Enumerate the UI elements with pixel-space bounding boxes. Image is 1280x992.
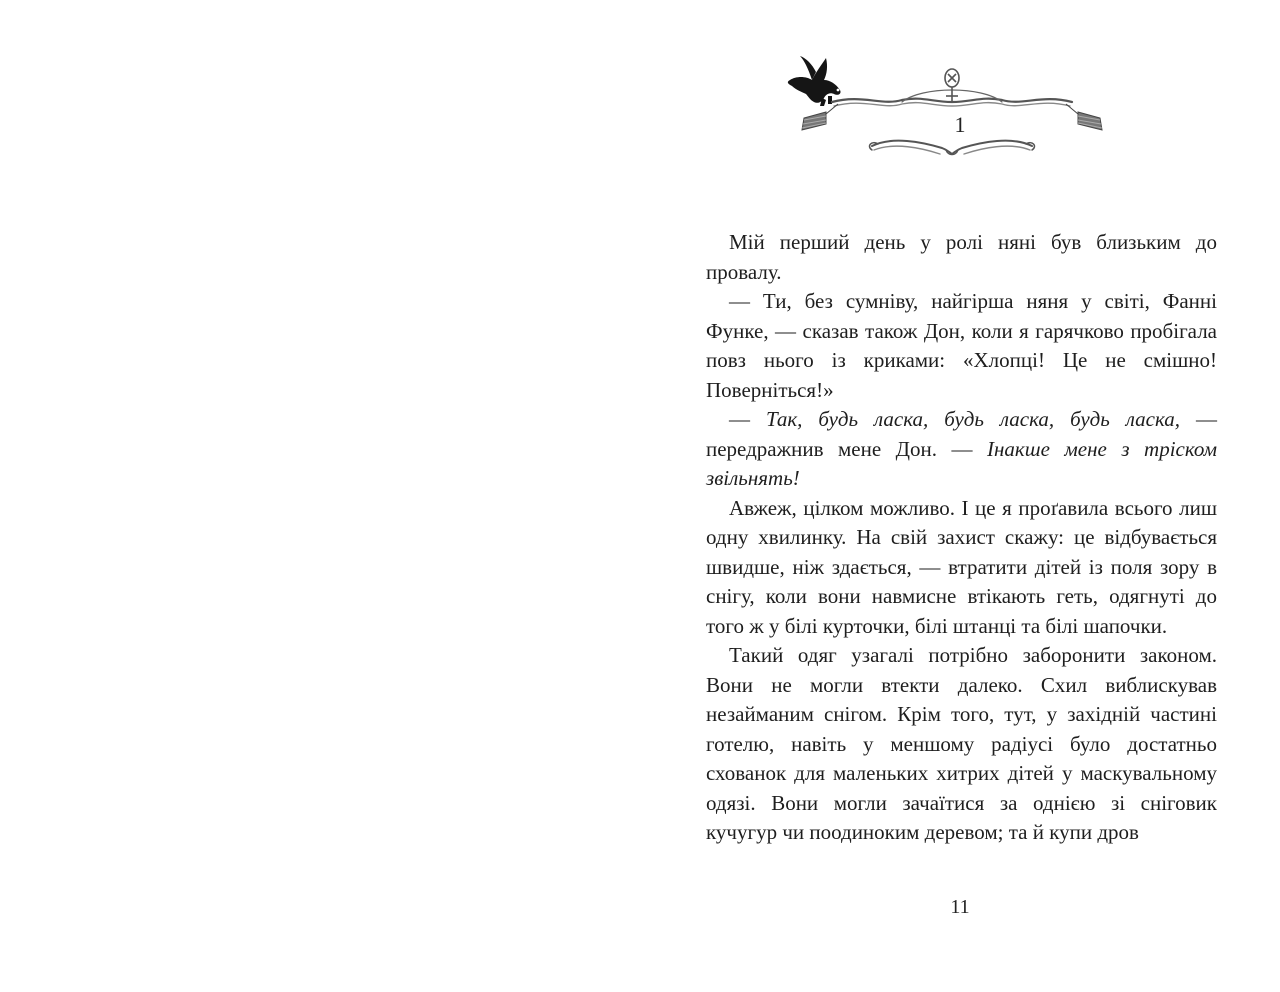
text-run: — Ти, без сумніву, найгірша няня у світі, Фанні Функе, — сказав також Дон, коли я гарячково пробігала повз нього із криками: «Хлопці! Це не смішно! Поверніться!»: [706, 289, 1217, 402]
paragraph: [706, 641, 1217, 848]
chapter-body-text: [706, 228, 1217, 848]
italic-text: Так, будь ласка, будь ласка, будь ласка,: [765, 407, 1181, 431]
text-run: —: [729, 407, 766, 431]
finial-decoration: [945, 69, 959, 102]
chapter-number: 1: [954, 112, 966, 137]
paragraph: [706, 228, 1217, 287]
chapter-ornament: [782, 50, 1122, 170]
right-tassel-decoration: [1066, 104, 1102, 130]
paragraph: [706, 287, 1217, 405]
text-run: — передражнив мене Дон. —: [706, 407, 1217, 461]
paragraph: [706, 405, 1217, 494]
text-run: Авжеж, цілком можливо. І це я проґавила всього лиш одну хвилинку. На свій захист скажу: це відбувається швидше, ніж здається, — втратити дітей із поля зору в снігу, коли вони навмисне втікають геть, одягнуті до того ж у білі курточки, білі штанці та білі шапочки.: [706, 495, 1217, 638]
paragraph: [706, 494, 1217, 642]
lower-flourish-decoration: [870, 141, 1035, 155]
italic-text: Інакше мене з тріском звільнять!: [706, 436, 1217, 490]
text-run: Мій перший день у ролі няні був близьким до провалу.: [706, 230, 1217, 284]
right-page: [640, 0, 1280, 992]
raven-icon: [788, 56, 841, 106]
left-tassel-decoration: [802, 104, 838, 130]
text-run: Такий одяг узагалі потрібно заборонити законом. Вони не могли втекти далеко. Схил виблискував незайманим снігом. Крім того, тут, у західній частині готелю, навіть у меншому радіусі було достатньо схованок для маленьких хитрих дітей у маскувальному одязі. Вони могли зачаїтися за однією зі сніговик кучугур чи поодиноким деревом; та й купи дров: [706, 643, 1217, 844]
page-number: 11: [950, 896, 970, 918]
